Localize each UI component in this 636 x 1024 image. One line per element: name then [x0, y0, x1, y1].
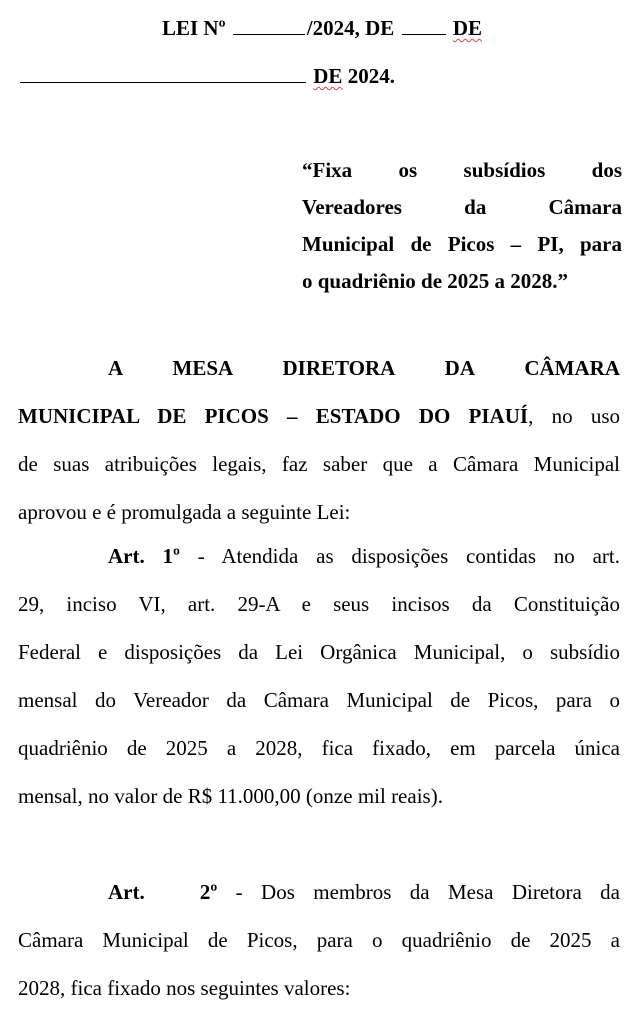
ementa-line-1: “Fixa os subsídios dos [302, 158, 622, 182]
de-word-2: DE [313, 64, 343, 88]
article-2-label: Art. 2º [108, 880, 218, 904]
preamble-bold-text: MUNICIPAL DE PICOS – ESTADO DO PIAUÍ [18, 404, 529, 428]
preamble-line-4: aprovou e é promulgada a seguinte Lei: [18, 500, 351, 524]
ementa-block [302, 152, 622, 300]
article-1-line-6: mensal, no valor de R$ 11.000,00 (onze mil reais). [18, 784, 443, 808]
day-blank [402, 33, 446, 35]
article-1-line-4: mensal do Vereador da Câmara Municipal de Picos, para o [18, 688, 620, 712]
law-title-line-2 [18, 64, 618, 89]
ementa-line-4: o quadriênio de 2025 a 2028.” [302, 269, 569, 293]
article-2-line-3: 2028, fica fixado nos seguintes valores: [18, 976, 351, 1000]
article-2-line-2: Câmara Municipal de Picos, para o quadriênio de 2025 a [18, 928, 620, 952]
article-1-line-2: 29, inciso VI, art. 29-A e seus incisos da Constituição [18, 592, 620, 616]
ementa-line-2: Vereadores da Câmara [302, 195, 622, 219]
de-word: DE [452, 16, 482, 40]
law-title-line-1 [162, 16, 636, 41]
preamble-line-3: de suas atribuições legais, faz saber que a Câmara Municipal [18, 452, 620, 476]
preamble-line-1: A MESA DIRETORA DA CÂMARA [108, 356, 620, 380]
article-1-label: Art. 1º [108, 544, 180, 568]
law-year-text: /2024, DE [306, 16, 395, 40]
month-blank [20, 81, 306, 83]
article-1 [18, 532, 620, 820]
ementa-line-3: Municipal de Picos – PI, para [302, 232, 622, 256]
law-number-blank [233, 33, 305, 35]
article-1-line-3: Federal e disposições da Lei Orgânica Municipal, o subsídio [18, 640, 620, 664]
preamble-line-2: MUNICIPAL DE PICOS – ESTADO DO PIAUÍ, no uso [18, 404, 620, 428]
preamble-paragraph [18, 344, 620, 536]
article-2-line-1: Art. 2º - Dos membros da Mesa Diretora da [108, 880, 620, 904]
article-2 [18, 868, 620, 1012]
law-number-prefix: LEI Nº [162, 16, 226, 40]
article-1-line-5: quadriênio de 2025 a 2028, fica fixado, em parcela única [18, 736, 620, 760]
law-year: 2024. [342, 64, 395, 88]
article-1-line-1: Art. 1º - Atendida as disposições contidas no art. [108, 544, 620, 568]
